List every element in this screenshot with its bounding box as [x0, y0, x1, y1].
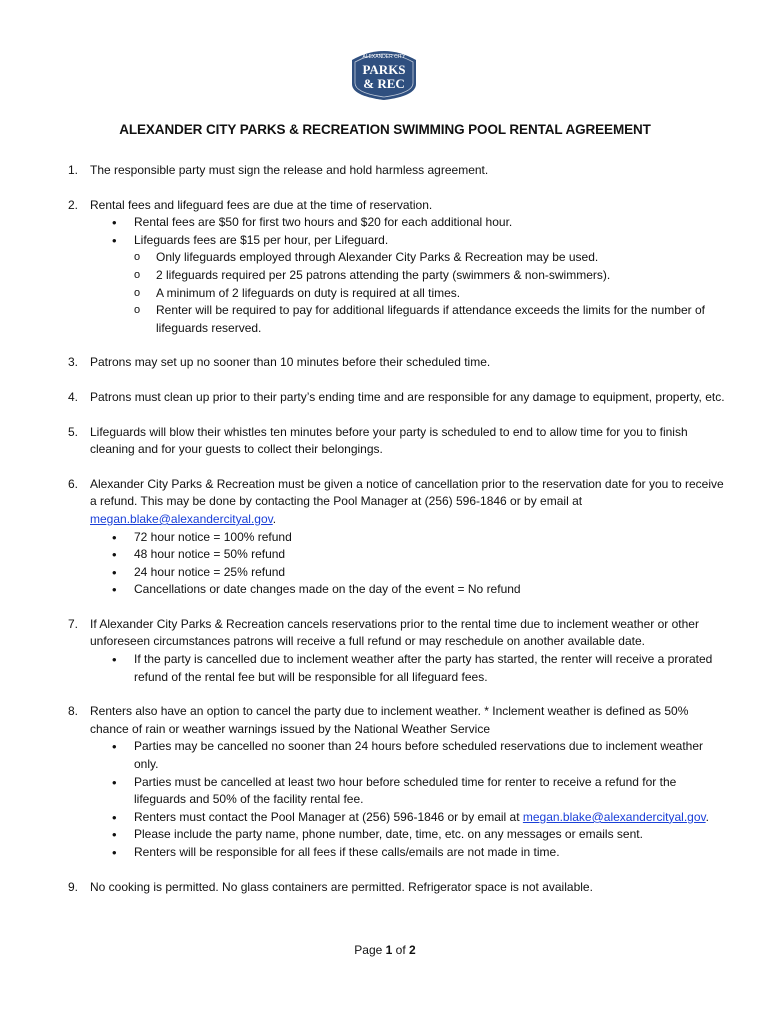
item-number: 2.	[68, 197, 79, 212]
item-number: 5.	[68, 424, 79, 439]
item-number: 4.	[68, 389, 79, 404]
item-text: Renters also have an option to cancel the party due to inclement weather. * Inclement weather is defined as 50% chance of rain or weather warnings issued by the National Weather Service	[90, 704, 689, 736]
bullet-item	[112, 809, 728, 827]
document-title: ALEXANDER CITY PARKS & RECREATION SWIMMING POOL RENTAL AGREEMENT	[119, 122, 651, 137]
bullet-item: • Please include the party name, phone number, date, time, etc. on any messages or emails sent.	[112, 826, 728, 844]
item-text: Rental fees and lifeguard fees are due at the time of reservation.	[90, 197, 433, 212]
bullet-item: • If the party is cancelled due to inclement weather after the party has started, the renter will receive a prorated refund of the rental fee but will be responsible for all lifeguard fees.	[112, 651, 728, 686]
parks-and-rec-logo	[343, 44, 425, 102]
item-text: No cooking is permitted. No glass containers are permitted. Refrigerator space is not available.	[90, 879, 593, 894]
sub-bullet-item: o A minimum of 2 lifeguards on duty is required at all times.	[134, 285, 728, 303]
sub-bullet-list	[134, 249, 728, 337]
item-text: If Alexander City Parks & Recreation cancels reservations prior to the rental time due to inclement weather or other unforeseen circumstances patrons will receive a full refund or may reschedule on another available date.	[90, 616, 699, 649]
list-item-9	[68, 879, 728, 897]
list-item-8	[68, 703, 728, 861]
item-number: 9.	[68, 879, 79, 894]
item-text: Patrons may set up no sooner than 10 minutes before their scheduled time.	[90, 355, 491, 370]
bullet-list	[90, 214, 728, 337]
list-item-3	[68, 354, 728, 372]
punctuation: .	[705, 809, 709, 824]
manager-email-link[interactable]: megan.blake@alexandercityal.gov	[522, 809, 706, 824]
item-number: 6.	[68, 476, 79, 491]
bullet-item	[112, 232, 728, 338]
page-footer	[0, 943, 770, 957]
item-text: Alexander City Parks & Recreation must be given a notice of cancellation prior to the reservation date for you to receive a refund. This may be done by contacting the Pool Manager at (256) 596-1846 or by email at	[90, 476, 724, 509]
list-item-6	[68, 476, 728, 599]
list-item-2	[68, 197, 728, 338]
manager-email-link[interactable]: megan.blake@alexandercityal.gov	[90, 511, 273, 526]
bullet-item: • Renters will be responsible for all fees if these calls/emails are not made in time.	[112, 844, 728, 862]
bullet-list	[90, 738, 728, 861]
list-item-5	[68, 424, 728, 459]
sub-bullet-item: o Only lifeguards employed through Alexander City Parks & Recreation may be used.	[134, 249, 728, 267]
current-page-number: 1	[385, 943, 393, 957]
bullet-list	[90, 651, 728, 686]
logo-arc-text: ALEXANDER CITY	[362, 54, 406, 60]
of-word: of	[395, 943, 406, 957]
bullet-item: • Parties may be cancelled no sooner than 24 hours before scheduled reservations due to inclement weather only.	[112, 738, 728, 773]
list-item-7	[68, 616, 728, 686]
bullet-text: Renters must contact the Pool Manager at (256) 596-1846 or by email at	[134, 809, 520, 824]
item-number: 1.	[68, 163, 79, 177]
item-number: 7.	[68, 616, 79, 631]
bullet-item: • Parties must be cancelled at least two hour before scheduled time for renter to receive a refund for the lifeguards and 50% of the facility rental fee.	[112, 774, 728, 809]
item-number: 3.	[68, 355, 79, 370]
bullet-item: • 72 hour notice = 100% refund	[112, 529, 728, 547]
bullet-item: • 24 hour notice = 25% refund	[112, 564, 728, 582]
sub-bullet-item: o 2 lifeguards required per 25 patrons attending the party (swimmers & non-swimmers).	[134, 267, 728, 285]
bullet-item: • 48 hour notice = 50% refund	[112, 546, 728, 564]
bullet-text: Lifeguards fees are $15 per hour, per Lifeguard.	[134, 232, 389, 247]
page-word: Page	[354, 943, 383, 957]
total-page-count: 2	[409, 943, 416, 957]
item-text: Patrons must clean up prior to their party’s ending time and are responsible for any damage to equipment, property, etc.	[90, 389, 725, 404]
list-item-4	[68, 389, 728, 407]
logo-line-rec: & REC	[363, 76, 405, 91]
list-item-1	[68, 162, 728, 180]
item-paragraph	[90, 476, 728, 529]
item-text: The responsible party must sign the release and hold harmless agreement.	[90, 163, 489, 177]
sub-bullet-item: o Renter will be required to pay for additional lifeguards if attendance exceeds the limits for the number of lifeguards reserved.	[134, 302, 728, 337]
refund-bullet-list	[90, 529, 728, 599]
agreement-list	[68, 162, 728, 913]
punctuation: .	[272, 511, 277, 526]
item-number: 8.	[68, 704, 79, 719]
bullet-item: • Cancellations or date changes made on the day of the event = No refund	[112, 581, 728, 599]
bullet-item: • Rental fees are $50 for first two hours and $20 for each additional hour.	[112, 214, 728, 232]
item-text: Lifeguards will blow their whistles ten minutes before your party is scheduled to end to allow time for you to finish cleaning and for your guests to collect their belongings.	[90, 424, 688, 457]
logo-line-parks: PARKS	[362, 62, 406, 77]
